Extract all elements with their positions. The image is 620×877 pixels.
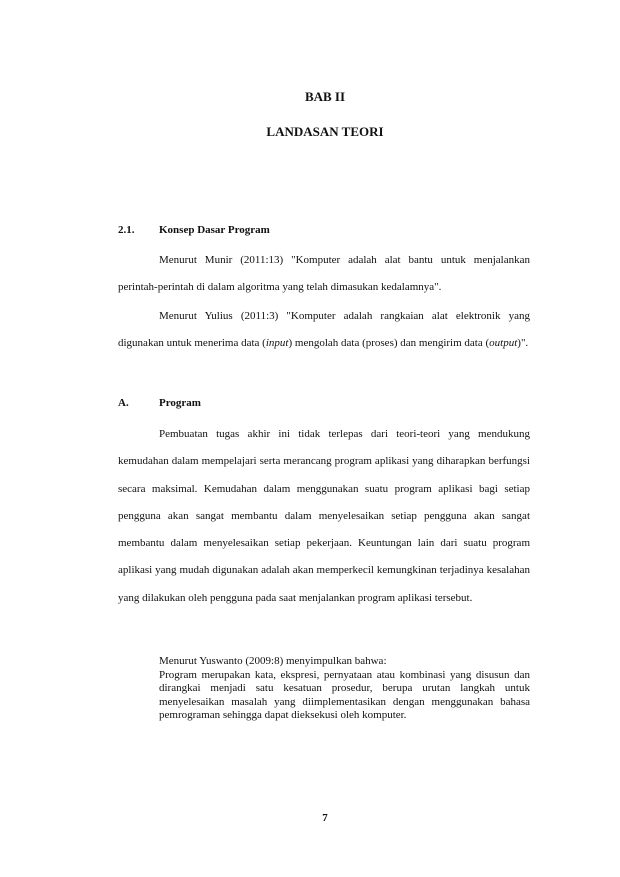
section-title: Konsep Dasar Program [159, 224, 270, 236]
chapter-number: BAB II [304, 89, 346, 104]
paragraph-text: ) mengolah data (proses) dan mengirim data ( [288, 337, 490, 350]
section-number: 2.1. [118, 224, 135, 236]
section-heading-konsep-dasar-program [118, 224, 270, 236]
chapter-title: LANDASAN TEORI [266, 124, 384, 139]
paragraph-text: Menurut Yulius (2011:3) "Komputer adalah rangkaian alat elektronik yang digunakan untuk menerima data ( [118, 310, 530, 350]
block-quote: Program merupakan kata, ekspresi, pernyataan atau kombinasi yang disusun dan dirangkai menjadi satu kesatuan prosedur, berupa urutan langkah untuk menyelesaikan masalah yang diimplementasikan dengan menggunakan bahasa pemrograman sehingga dapat dieksekusi oleh komputer. [159, 669, 530, 722]
paragraph-text: )". [517, 337, 529, 350]
paragraph-program-intro: Pembuatan tugas akhir ini tidak terlepas dari teori-teori yang mendukung kemudahan dalam mempelajari serta merancang program aplikasi yang diharapkan berfungsi secara maksimal. Kemudahan dalam menggunakan suatu program aplikasi bagi setiap pengguna akan sangat membantu dalam menyelesaikan setiap pengguna akan sangat membantu dalam menyelesaikan setiap pekerjaan. Keuntungan lain dari suatu program aplikasi yang mudah digunakan adalah akan memperkecil kemungkinan terjadinya kesalahan yang dilakukan oleh pengguna pada saat menjalankan program aplikasi tersebut. [118, 428, 530, 604]
italic-term-output: output [489, 337, 518, 350]
paragraph-yulius-definition [118, 303, 530, 358]
section-heading-program [118, 397, 201, 409]
paragraph-munir-definition: Menurut Munir (2011:13) "Komputer adalah alat bantu untuk menjalankan perintah-perintah di dalam algoritma yang telah dimasukan kedalamnya". [118, 254, 530, 294]
quote-intro: Menurut Yuswanto (2009:8) menyimpulkan bahwa: [159, 655, 387, 667]
italic-term-input: input [265, 337, 289, 350]
page-number: 7 [322, 812, 328, 824]
section-number: A. [118, 397, 129, 409]
section-title: Program [159, 397, 201, 409]
